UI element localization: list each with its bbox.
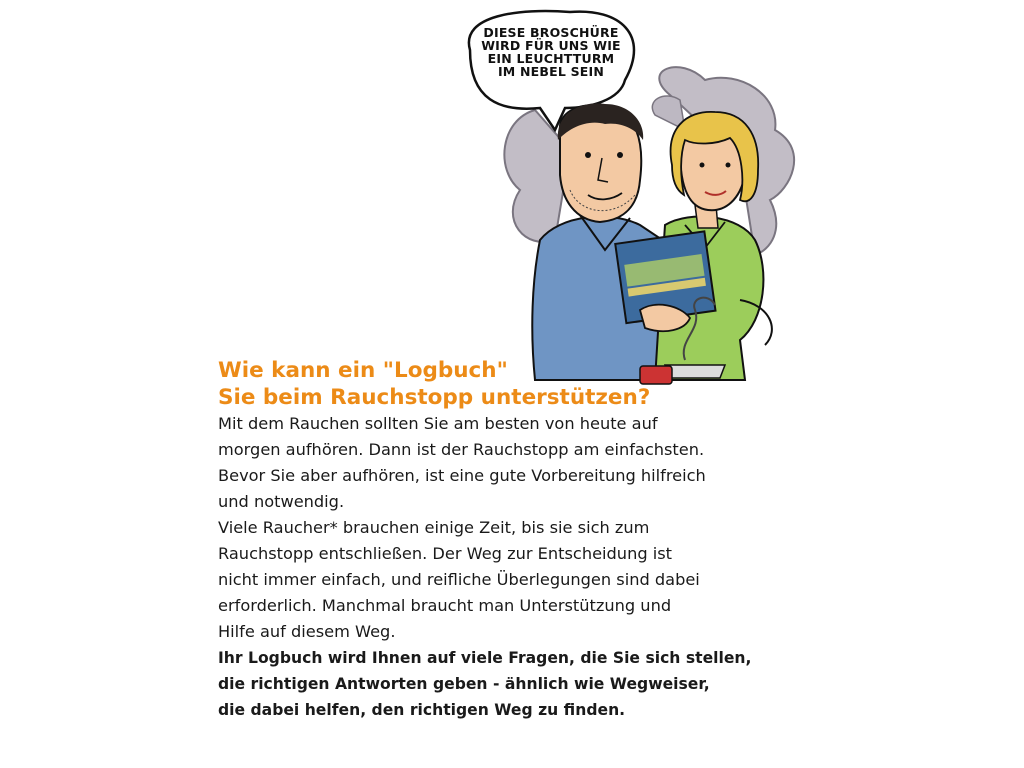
smokers-paragraph [218,515,818,645]
text-line: Bevor Sie aber aufhören, ist eine gute Vorbereitung hilfreich [218,466,706,485]
logbook-summary-paragraph [218,645,818,723]
speech-line: WIRD FÜR UNS WIE [481,38,621,53]
text-line: Ihr Logbuch wird Ihnen auf viele Fragen, die Sie sich stellen, [218,649,752,667]
intro-paragraph [218,411,818,515]
title-line: Wie kann ein "Logbuch" [218,358,508,383]
text-line: morgen aufhören. Dann ist der Rauchstopp am einfachsten. [218,440,705,459]
document-content [218,357,818,723]
text-line: nicht immer einfach, und reifliche Überlegungen sind dabei [218,570,700,589]
text-line: Hilfe auf diesem Weg. [218,622,396,641]
speech-bubble-text [462,26,640,78]
text-line: erforderlich. Manchmal braucht man Unterstützung und [218,596,672,615]
page-title [218,357,818,411]
speech-line: EIN LEUCHTTURM [487,51,615,66]
text-line: Rauchstopp entschließen. Der Weg zur Entscheidung ist [218,544,673,563]
speech-line: IM NEBEL SEIN [497,64,605,79]
text-line: und notwendig. [218,492,345,511]
text-line: Mit dem Rauchen sollten Sie am besten von heute auf [218,414,658,433]
text-line: die richtigen Antworten geben - ähnlich wie Wegweiser, [218,675,710,693]
text-line: Viele Raucher* brauchen einige Zeit, bis sie sich zum [218,518,650,537]
speech-line: DIESE BROSCHÜRE [483,25,619,40]
title-line: Sie beim Rauchstopp unterstützen? [218,385,651,410]
text-line: die dabei helfen, den richtigen Weg zu finden. [218,701,626,719]
